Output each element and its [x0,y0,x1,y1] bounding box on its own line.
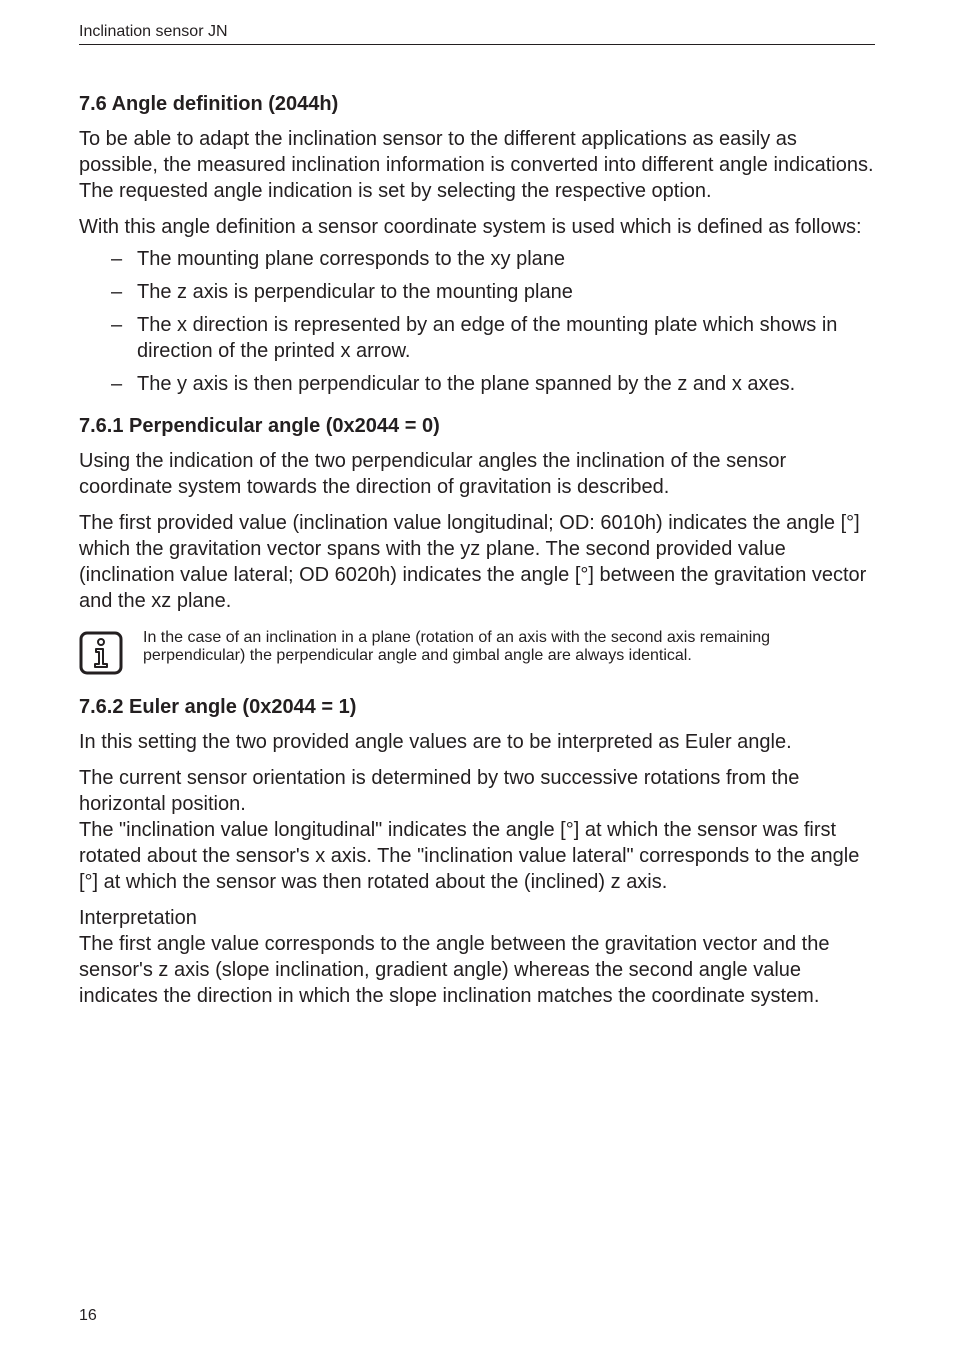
section-heading-7-6: 7.6 Angle definition (2044h) [79,93,339,115]
dash-bullet: – [111,373,123,395]
paragraph: The current sensor orientation is determined by two successive rotations from the horizontal position. [79,767,800,815]
dash-bullet: – [111,314,123,336]
paragraph: To be able to adapt the inclination sensor to the different applications as easily as possible, the measured inclination information is converted into different angle indications. The requested angle indication is set by selecting the respective option. [79,128,874,202]
page-number: 16 [79,1307,97,1324]
info-note [79,630,879,674]
dash-bullet: – [111,248,123,270]
paragraph: Using the indication of the two perpendicular angles the inclination of the sensor coordinate system towards the direction of gravitation is described. [79,450,787,498]
section-heading-7-6-1: 7.6.1 Perpendicular angle (0x2044 = 0) [79,415,440,437]
section-heading-7-6-2: 7.6.2 Euler angle (0x2044 = 1) [79,696,357,718]
paragraph: The "inclination value longitudinal" indicates the angle [°] at which the sensor was first rotated about the sensor's x axis. The "inclination value lateral" corresponds to the angle [°] at which the sensor was then rotated about the (inclined) z axis. [79,819,860,893]
dash-bullet: – [111,281,123,303]
info-icon [79,631,123,675]
list-item: – The y axis is then perpendicular to the plane spanned by the z and x axes. [111,373,796,395]
page-content [79,90,879,1019]
paragraph: The first angle value corresponds to the angle between the gravitation vector and the sensor's z axis (slope inclination, gradient angle) whereas the second angle value indicates the direction in which the slope inclination matches the coordinate system. [79,933,830,1007]
paragraph: In this setting the two provided angle values are to be interpreted as Euler angle. [79,731,792,753]
list-item: – The mounting plane corresponds to the xy plane [111,248,566,270]
paragraph: The first provided value (inclination value longitudinal; OD: 6010h) indicates the angle [°] which the gravitation vector spans with the yz plane. The second provided value (inclination value lateral; OD 6020h) indicates the angle [°] between the gravitation vector and the xz plane. [79,512,867,612]
list-item: – The z axis is perpendicular to the mounting plane [111,281,573,303]
paragraph-title: Interpretation [79,907,197,929]
page-header: Inclination sensor JN [79,22,875,45]
note-text: In the case of an inclination in a plane (rotation of an axis with the second axis remaining perpendicular) the perpendicular angle and gimbal angle are always identical. [143,629,771,664]
list-item: – The x direction is represented by an edge of the mounting plate which shows in direction of the printed x arrow. [111,314,838,362]
paragraph: With this angle definition a sensor coordinate system is used which is defined as follows: [79,216,862,238]
coordinate-system-list [79,246,879,397]
